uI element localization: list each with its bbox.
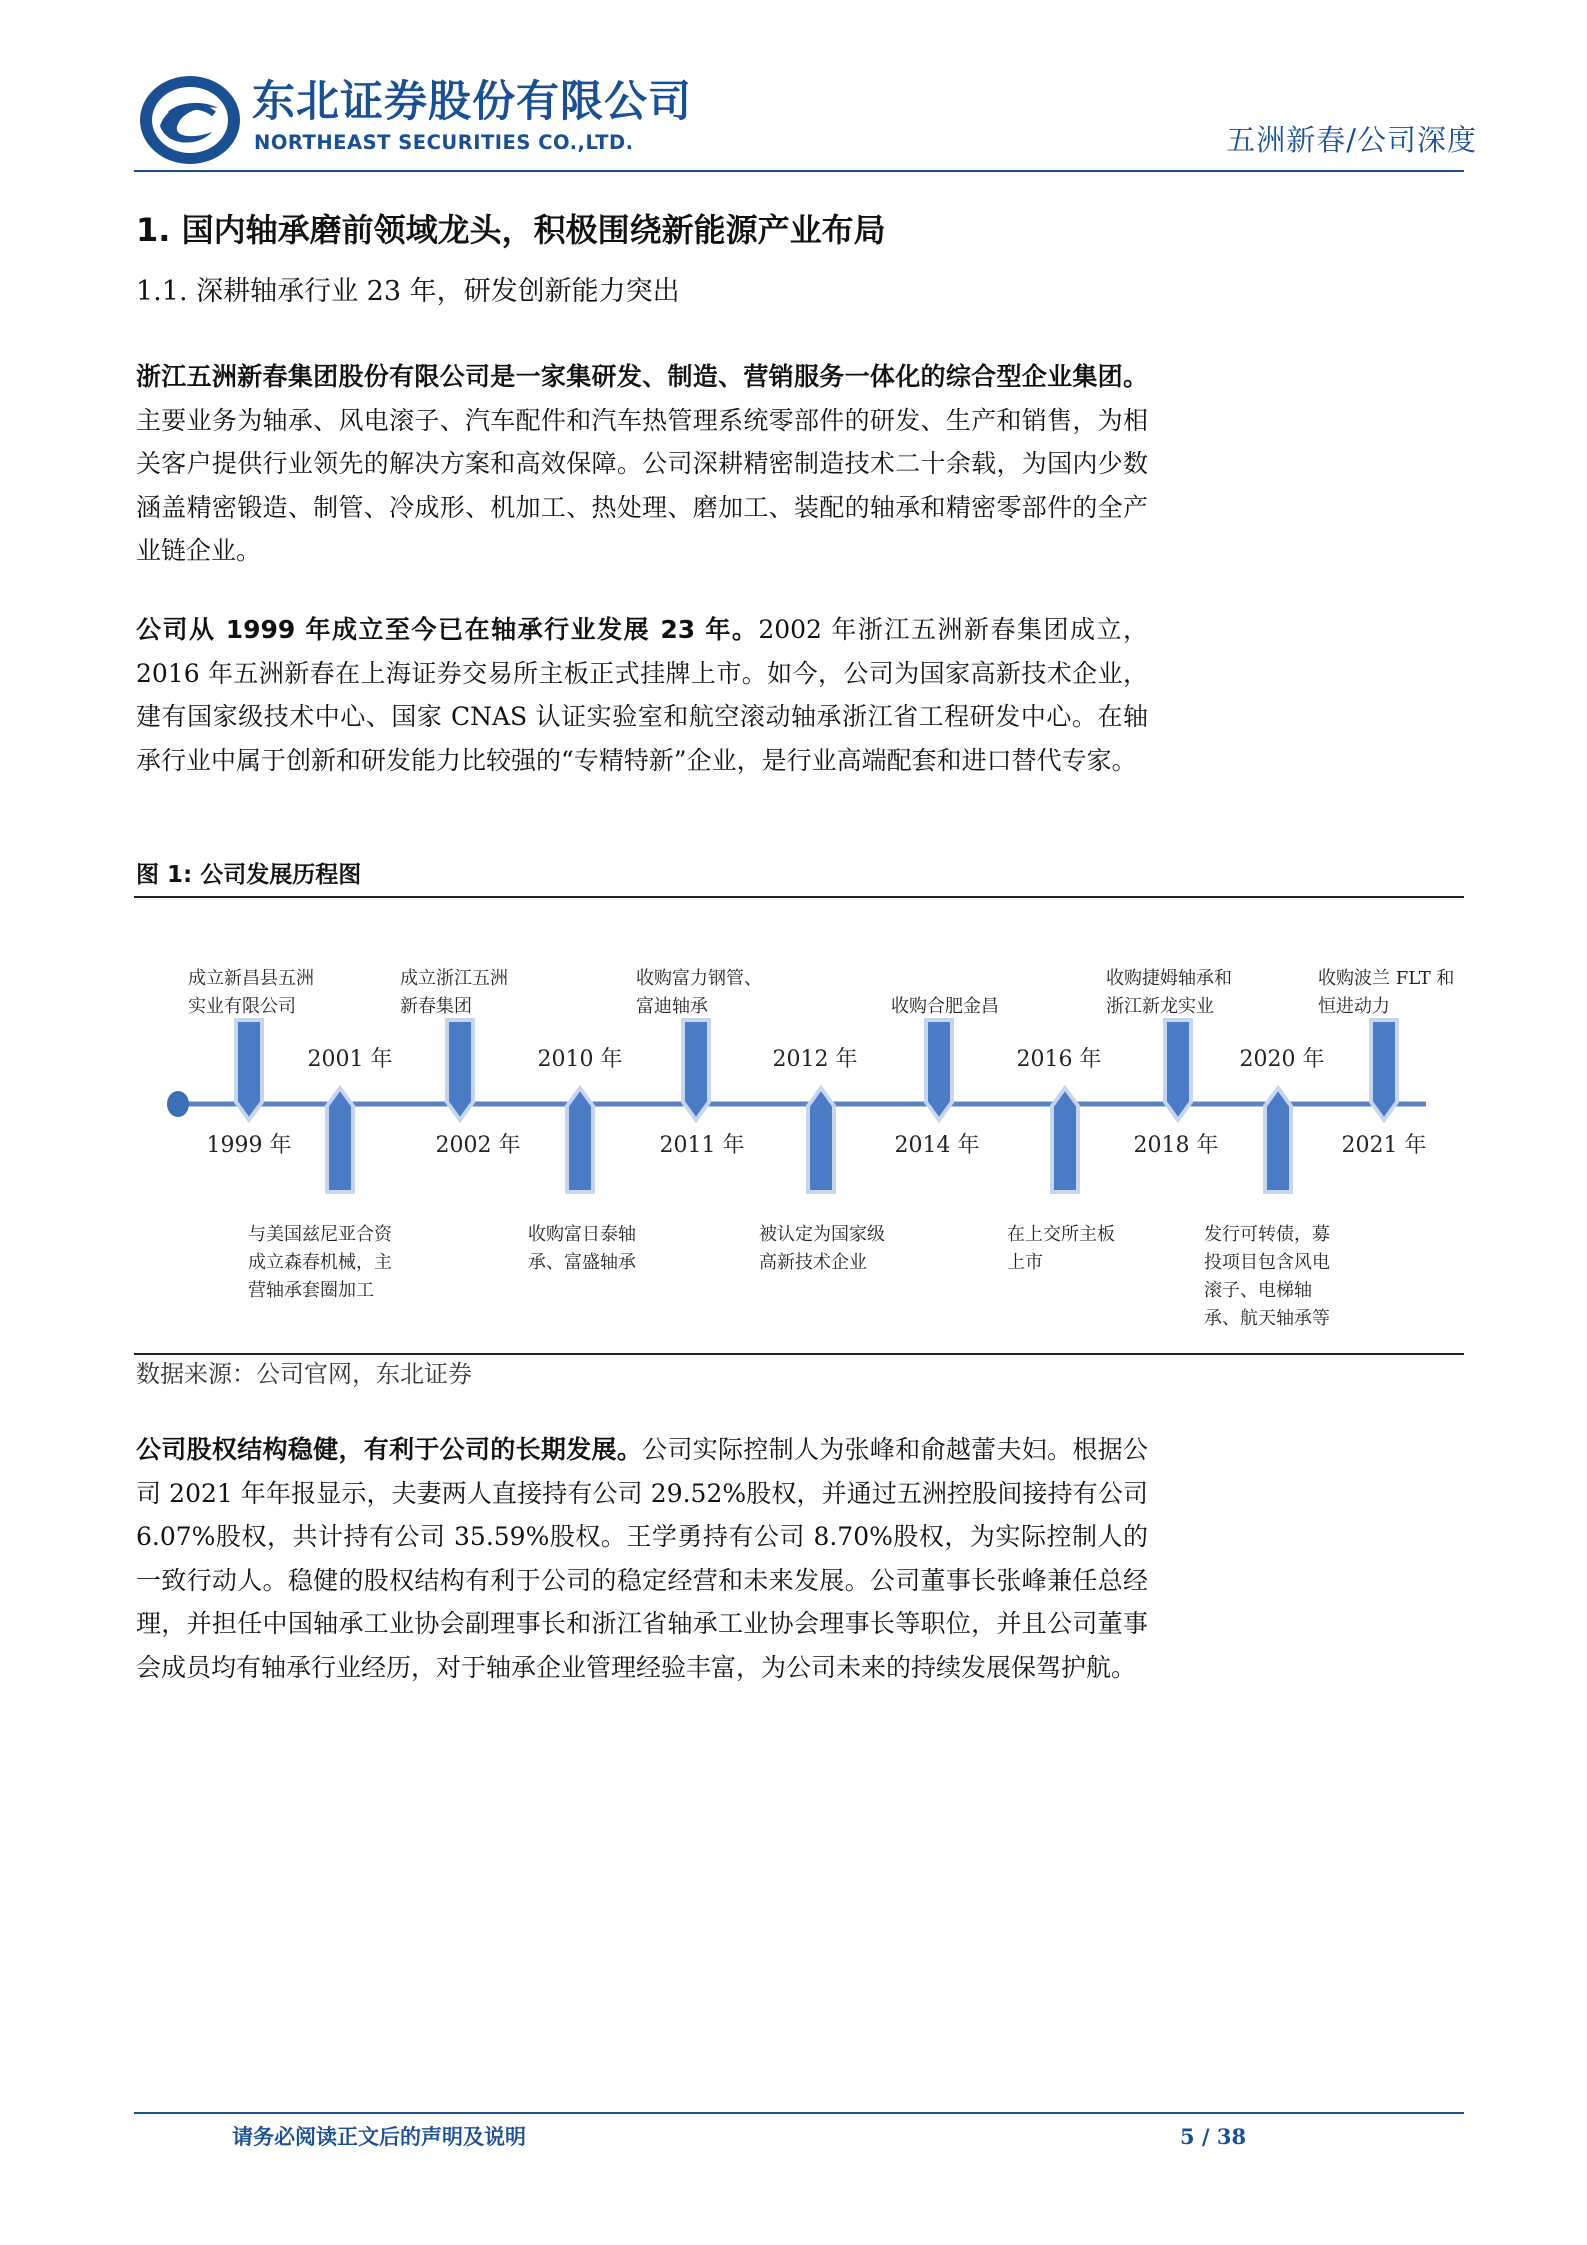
footer-disclaimer: 请务必阅读正文后的声明及说明: [232, 2125, 526, 2149]
header-divider: [134, 170, 1464, 172]
timeline-event-label: 发行可转债，募: [1204, 1224, 1330, 1245]
timeline-year-label: 2016 年: [1016, 1047, 1102, 1072]
timeline-marker-arrow: [567, 1088, 593, 1192]
timeline-year-label: 2014 年: [894, 1133, 980, 1158]
paragraph-company-history: [136, 608, 1148, 782]
timeline-event-label: 与美国兹尼亚合资: [248, 1224, 392, 1245]
timeline-event-label: 收购富日泰轴: [528, 1224, 636, 1245]
timeline-marker-arrow: [236, 1020, 262, 1120]
subsection-heading: 1.1. 深耕轴承行业 23 年，研发创新能力突出: [136, 276, 680, 307]
timeline-event-label: 上市: [1007, 1252, 1043, 1273]
page-number: 5 / 38: [1180, 2124, 1247, 2149]
timeline-year-label: 2012 年: [772, 1047, 858, 1072]
report-tag: 五洲新春/公司深度: [1226, 123, 1477, 157]
timeline-year-label: 2018 年: [1133, 1133, 1219, 1158]
timeline-marker-arrow: [1371, 1020, 1397, 1120]
timeline-event-label: 富迪轴承: [636, 996, 708, 1017]
timeline-event-label: 成立浙江五洲: [400, 968, 508, 989]
timeline-event-label: 滚子、电梯轴: [1204, 1280, 1312, 1301]
section-heading: 1. 国内轴承磨前领域龙头，积极围绕新能源产业布局: [136, 211, 886, 249]
timeline-marker-arrow: [926, 1020, 952, 1120]
timeline-event-label: 恒进动力: [1318, 996, 1390, 1017]
paragraph-lead: 公司股权结构稳健，有利于公司的长期发展。: [136, 1435, 643, 1464]
paragraph-ownership: [136, 1428, 1148, 1690]
brand-name-en: NORTHEAST SECURITIES CO.,LTD.: [254, 131, 634, 154]
timeline-event-label: 收购捷姆轴承和: [1106, 968, 1232, 989]
timeline-year-label: 2020 年: [1239, 1047, 1325, 1072]
timeline-event-label: 成立新昌县五洲: [188, 968, 314, 989]
timeline-event-label: 浙江新龙实业: [1106, 996, 1214, 1017]
timeline-event-label: 收购波兰 FLT 和: [1318, 968, 1455, 989]
timeline-event-label: 承、航天轴承等: [1204, 1308, 1330, 1329]
footer-divider: [134, 2112, 1464, 2114]
timeline-year-label: 1999 年: [206, 1133, 292, 1158]
timeline-year-label: 2001 年: [307, 1047, 393, 1072]
timeline-event-label: 被认定为国家级: [759, 1224, 885, 1245]
timeline-marker-arrow: [1165, 1020, 1191, 1120]
paragraph-lead: 公司从 1999 年成立至今已在轴承行业发展 23 年。: [136, 615, 759, 644]
timeline-event-label: 营轴承套圈加工: [248, 1280, 374, 1301]
paragraph-lead: 浙江五洲新春集团股份有限公司是一家集研发、制造、营销服务一体化的综合型企业集团。: [136, 362, 1148, 391]
timeline-event-label: 承、富盛轴承: [528, 1252, 636, 1273]
timeline-event-label: 收购合肥金昌: [891, 996, 999, 1017]
timeline-year-label: 2010 年: [537, 1047, 623, 1072]
paragraph-body: 2002 年浙江五洲新春集团成立，2016 年五洲新春在上海证券交易所主板正式挂牌上市。如今，公司为国家高新技术企业，建有国家级技术中心、国家 CNAS 认证实验室和航空滚动轴承浙江省工程研发中心。在轴承行业中属于创新和研发能力比较强的“专精特新”企业，是行业高端配套和进口替代专家。: [136, 615, 1148, 775]
company-logo-icon: [138, 74, 242, 166]
paragraph-company-intro: [136, 355, 1148, 573]
timeline-marker-arrow: [808, 1088, 834, 1192]
timeline-event-label: 新春集团: [400, 996, 472, 1017]
timeline-marker-arrow: [327, 1088, 353, 1192]
timeline-event-label: 在上交所主板: [1007, 1224, 1115, 1245]
timeline-marker-arrow: [1052, 1088, 1078, 1192]
timeline-event-label: 投项目包含风电: [1204, 1252, 1330, 1273]
timeline-marker-arrow: [1265, 1088, 1291, 1192]
paragraph-body: 主要业务为轴承、风电滚子、汽车配件和汽车热管理系统零部件的研发、生产和销售，为相关客户提供行业领先的解决方案和高效保障。公司深耕精密制造技术二十余载，为国内少数涵盖精密锻造、制管、冷成形、机加工、热处理、磨加工、装配的轴承和精密零部件的全产业链企业。: [136, 405, 1148, 566]
brand-name-cn: 东北证券股份有限公司: [252, 77, 692, 127]
figure-source: 数据来源：公司官网，东北证券: [136, 1360, 472, 1388]
timeline-year-label: 2021 年: [1341, 1133, 1427, 1158]
timeline-year-label: 2011 年: [659, 1133, 745, 1158]
timeline-year-label: 2002 年: [435, 1133, 521, 1158]
timeline-event-label: 高新技术企业: [759, 1252, 867, 1273]
timeline-event-label: 收购富力钢管、: [636, 968, 762, 989]
timeline-event-label: 实业有限公司: [188, 996, 296, 1017]
paragraph-body: 公司实际控制人为张峰和俞越蕾夫妇。根据公司 2021 年年报显示，夫妻两人直接持有公司 29.52%股权，并通过五洲控股间接持有公司 6.07%股权，共计持有公司 35.59%股权。王学勇持有公司 8.70%股权，为实际控制人的一致行动人。稳健的股权结构有利于公司的稳定经营和未来发展。公司董事长张峰兼任总经理，并担任中国轴承工业协会副理事长和浙江省轴承工业协会理事长等职位，并且公司董事会成员均有轴承行业经历，对于轴承企业管理经验丰富，为公司未来的持续发展保驾护航。: [136, 1435, 1148, 1682]
development-timeline: [134, 900, 1464, 1352]
timeline-start-dot: [167, 1091, 189, 1117]
figure-top-rule: [134, 896, 1464, 898]
figure-caption: 图 1: 公司发展历程图: [136, 862, 362, 888]
timeline-event-label: 成立森春机械，主: [248, 1252, 392, 1273]
timeline-marker-arrow: [683, 1020, 709, 1120]
timeline-marker-arrow: [447, 1020, 473, 1120]
